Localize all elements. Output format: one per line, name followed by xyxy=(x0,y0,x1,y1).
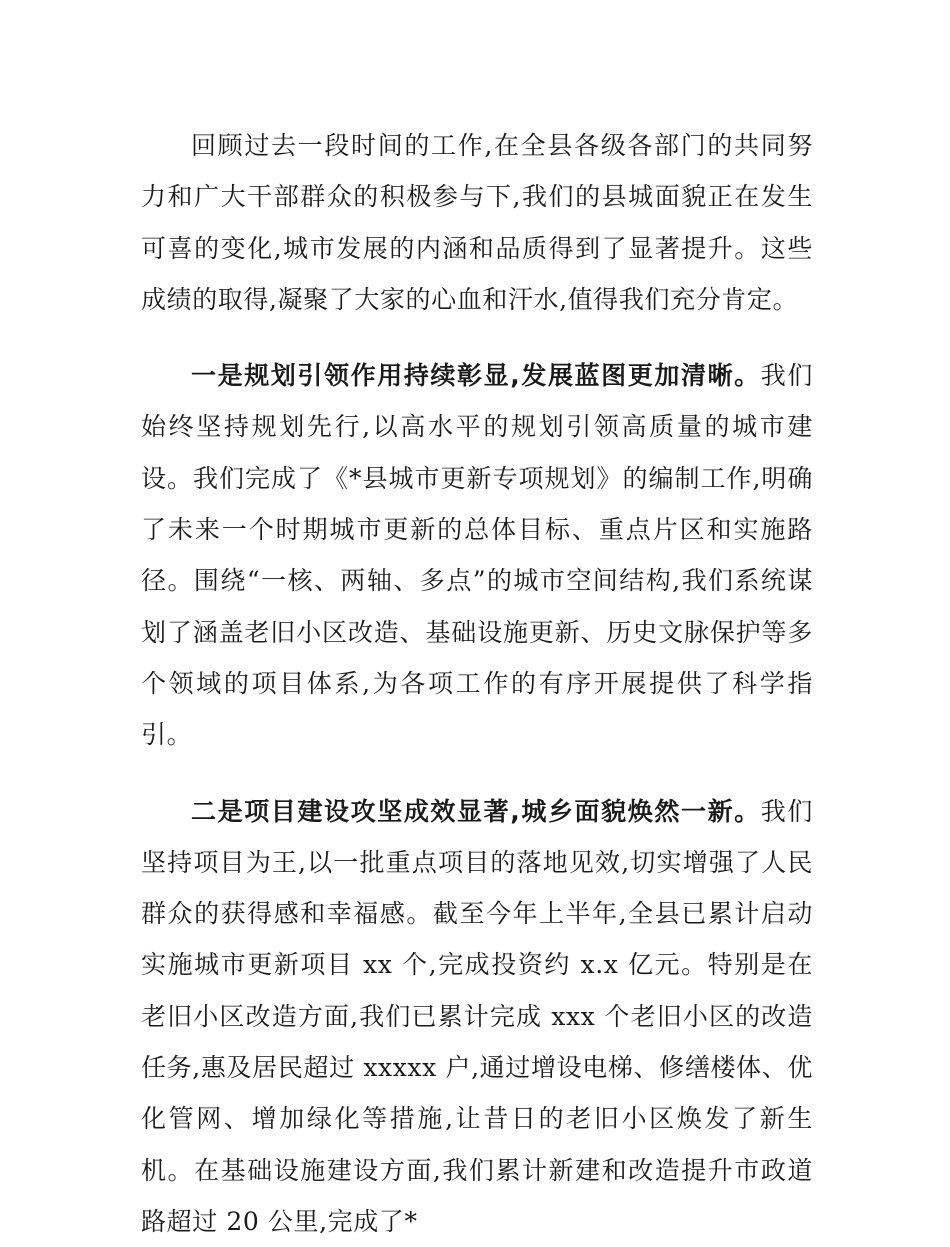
paragraph-review-text: 回顾过去一段时间的工作,在全县各级各部门的共同努力和广大干部群众的积极参与下,我们的县城面貌正在发生可喜的变化,城市发展的内涵和品质得到了显著提升。这些成绩的取得,凝聚了大家的心血和汗水,值得我们充分肯定。 xyxy=(141,131,813,314)
document-body xyxy=(141,120,813,1247)
paragraph-planning xyxy=(141,350,813,760)
paragraph-planning-heading: 一是规划引领作用持续彰显,发展蓝图更加清晰。 xyxy=(191,361,761,391)
paragraph-projects-heading: 二是项目建设攻坚成效显著,城乡面貌焕然一新。 xyxy=(191,796,761,826)
paragraph-projects xyxy=(141,786,813,1247)
paragraph-projects-text: 我们坚持项目为王,以一批重点项目的落地见效,切实增强了人民群众的获得感和幸福感。截至今年上半年,全县已累计启动实施城市更新项目 xx 个,完成投资约 x.x 亿元。特别是在老旧小区改造方面,我们已累计完成 xxx 个老旧小区的改造任务,惠及居民超过 xxxxx 户,通过增设电梯、修缮楼体、优化管网、增加绿化等措施,让昔日的老旧小区焕发了新生机。在基础设施建设方面,我们累计新建和改造提升市政道路超过 20 公里,完成了* xyxy=(141,796,814,1236)
paragraph-planning-text: 我们始终坚持规划先行,以高水平的规划引领高质量的城市建设。我们完成了《*县城市更新专项规划》的编制工作,明确了未来一个时期城市更新的总体目标、重点片区和实施路径。围绕“一核、两轴、多点”的城市空间结构,我们系统谋划了涵盖老旧小区改造、基础设施更新、历史文脉保护等多个领域的项目体系,为各项工作的有序开展提供了科学指引。 xyxy=(141,361,814,750)
paragraph-review xyxy=(141,120,813,325)
